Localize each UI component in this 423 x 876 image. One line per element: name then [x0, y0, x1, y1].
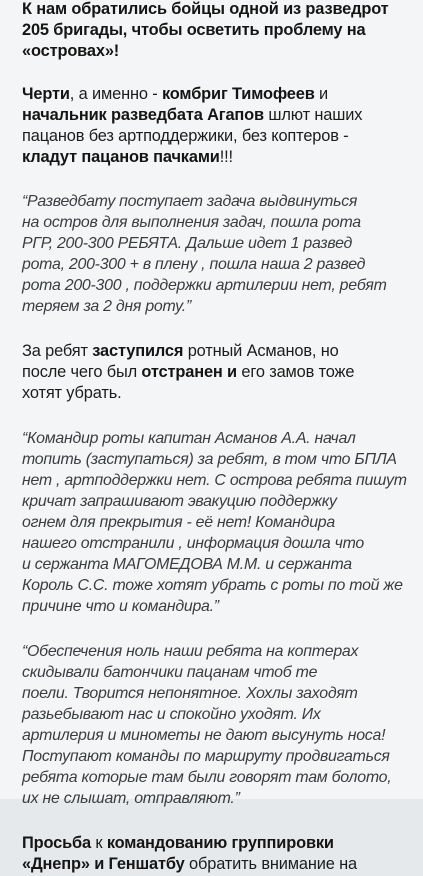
- quote-3-line-4: разьебывают нас и спокойно уходят. Их: [22, 706, 321, 723]
- request-bold-c: «Днепр» и Геншатбу: [22, 855, 185, 873]
- defense-text-b: ротный Асманов, но: [183, 342, 339, 360]
- quote-1-line-3: РГР, 200-300 РЕБЯТА. Дальше идет 1 развед: [22, 235, 353, 252]
- quote-3-line-7: ребята которые там были говорят там болото,: [22, 769, 392, 786]
- paragraph-gap: [22, 404, 409, 428]
- accusation-bold-b: комбриг Тимофеев: [161, 85, 315, 103]
- quote-3: [22, 641, 409, 809]
- accusation-text-b: и: [314, 85, 329, 103]
- defense-paragraph: [22, 341, 409, 404]
- quote-3-line-2: скидывали батончики пацанам чтоб те: [22, 664, 318, 681]
- paragraph-gap: [22, 809, 409, 833]
- quote-2-line-9: причине что и командира.”: [22, 598, 219, 615]
- accusation-text-a: , а именно -: [69, 85, 162, 103]
- quote-1-line-6: теряем за 2 дня роту.”: [22, 298, 191, 315]
- quote-1: [22, 191, 409, 317]
- request-bold-b: командованию группировки: [106, 834, 334, 852]
- quote-2-line-2: топить (заступаться) за ребят, в том что БПЛА: [22, 451, 397, 468]
- accusation-bold-d: кладут пацанов пачками: [22, 148, 220, 166]
- defense-line-3: хотят убрать.: [22, 384, 122, 402]
- accusation-bold-c: начальник разведбата Агапов: [22, 106, 264, 124]
- quote-2: [22, 428, 409, 617]
- quote-3-line-8: их не слышат, отправляют.”: [22, 790, 240, 807]
- accusation-line-3: пацанов без артподдержики, без коптеров -: [22, 127, 349, 145]
- quote-1-line-2: на остров для выполнения задач, пошла рота: [22, 214, 361, 231]
- quote-1-line-4: рота, 200-300 + в плену , пошла наша 2 развед: [22, 256, 366, 273]
- accusation-text-c: шлют наших: [263, 106, 363, 124]
- quote-2-line-1: “Командир роты капитан Асманов А.А. начал: [22, 430, 356, 447]
- quote-2-line-8: Король С.С. тоже хотят убрать с роты по той же: [22, 577, 403, 594]
- intro-line-1: К нам обратились бойцы одной из разведрот: [22, 0, 389, 18]
- accusation-bold-a: Черти: [22, 85, 70, 103]
- accusation-text-d: !!!: [219, 148, 233, 166]
- defense-text-c: после чего был: [22, 363, 142, 381]
- defense-text-a: За ребят: [22, 342, 93, 360]
- defense-text-d: его замов тоже: [237, 363, 355, 381]
- request-paragraph: [22, 833, 409, 875]
- quote-1-line-5: рота 200-300 , поддержки артилерии нет, ребят: [22, 277, 387, 294]
- paragraph-gap: [22, 62, 409, 84]
- quote-3-line-5: артилерия и минометы не дают высунуть носа!: [22, 727, 386, 744]
- intro-line-2: 205 бригады, чтобы осветить проблему на: [22, 21, 366, 39]
- intro-line-3: «островах»!: [22, 42, 120, 60]
- quote-3-line-3: поели. Творится непонятное. Хохлы заходят: [22, 685, 358, 702]
- quote-2-line-5: огнем для прекрытия - её нет! Командира: [22, 514, 335, 531]
- defense-bold-a: заступился: [92, 342, 184, 360]
- quote-1-line-1: “Разведбату поступает задача выдвинуться: [22, 193, 358, 210]
- request-bold-a: Просьба: [22, 834, 91, 852]
- quote-2-line-6: нашего отстранили , информация дошла что: [22, 535, 364, 552]
- quote-2-line-3: нет , артподдержки нет. С острова ребята пишут: [22, 472, 407, 489]
- quote-3-line-1: “Обеспечения ноль наши ребята на коптерах: [22, 643, 359, 660]
- quote-2-line-7: и сержанта МАГОМЕДОВА М.М. и сержанта: [22, 556, 352, 573]
- paragraph-gap: [22, 168, 409, 191]
- quote-2-line-4: кричат запрашивают эвакуцию поддержку: [22, 493, 337, 510]
- defense-bold-b: отстранен и: [141, 363, 237, 381]
- request-text-a: к: [90, 834, 107, 852]
- paragraph-gap: [22, 617, 409, 641]
- accusation-paragraph: [22, 84, 409, 168]
- intro-paragraph: [22, 0, 409, 62]
- quote-3-line-6: Поступают команды по маршруту продвигаться: [22, 748, 390, 765]
- paragraph-gap: [22, 317, 409, 341]
- request-text-b: обратить внимание на: [184, 855, 358, 873]
